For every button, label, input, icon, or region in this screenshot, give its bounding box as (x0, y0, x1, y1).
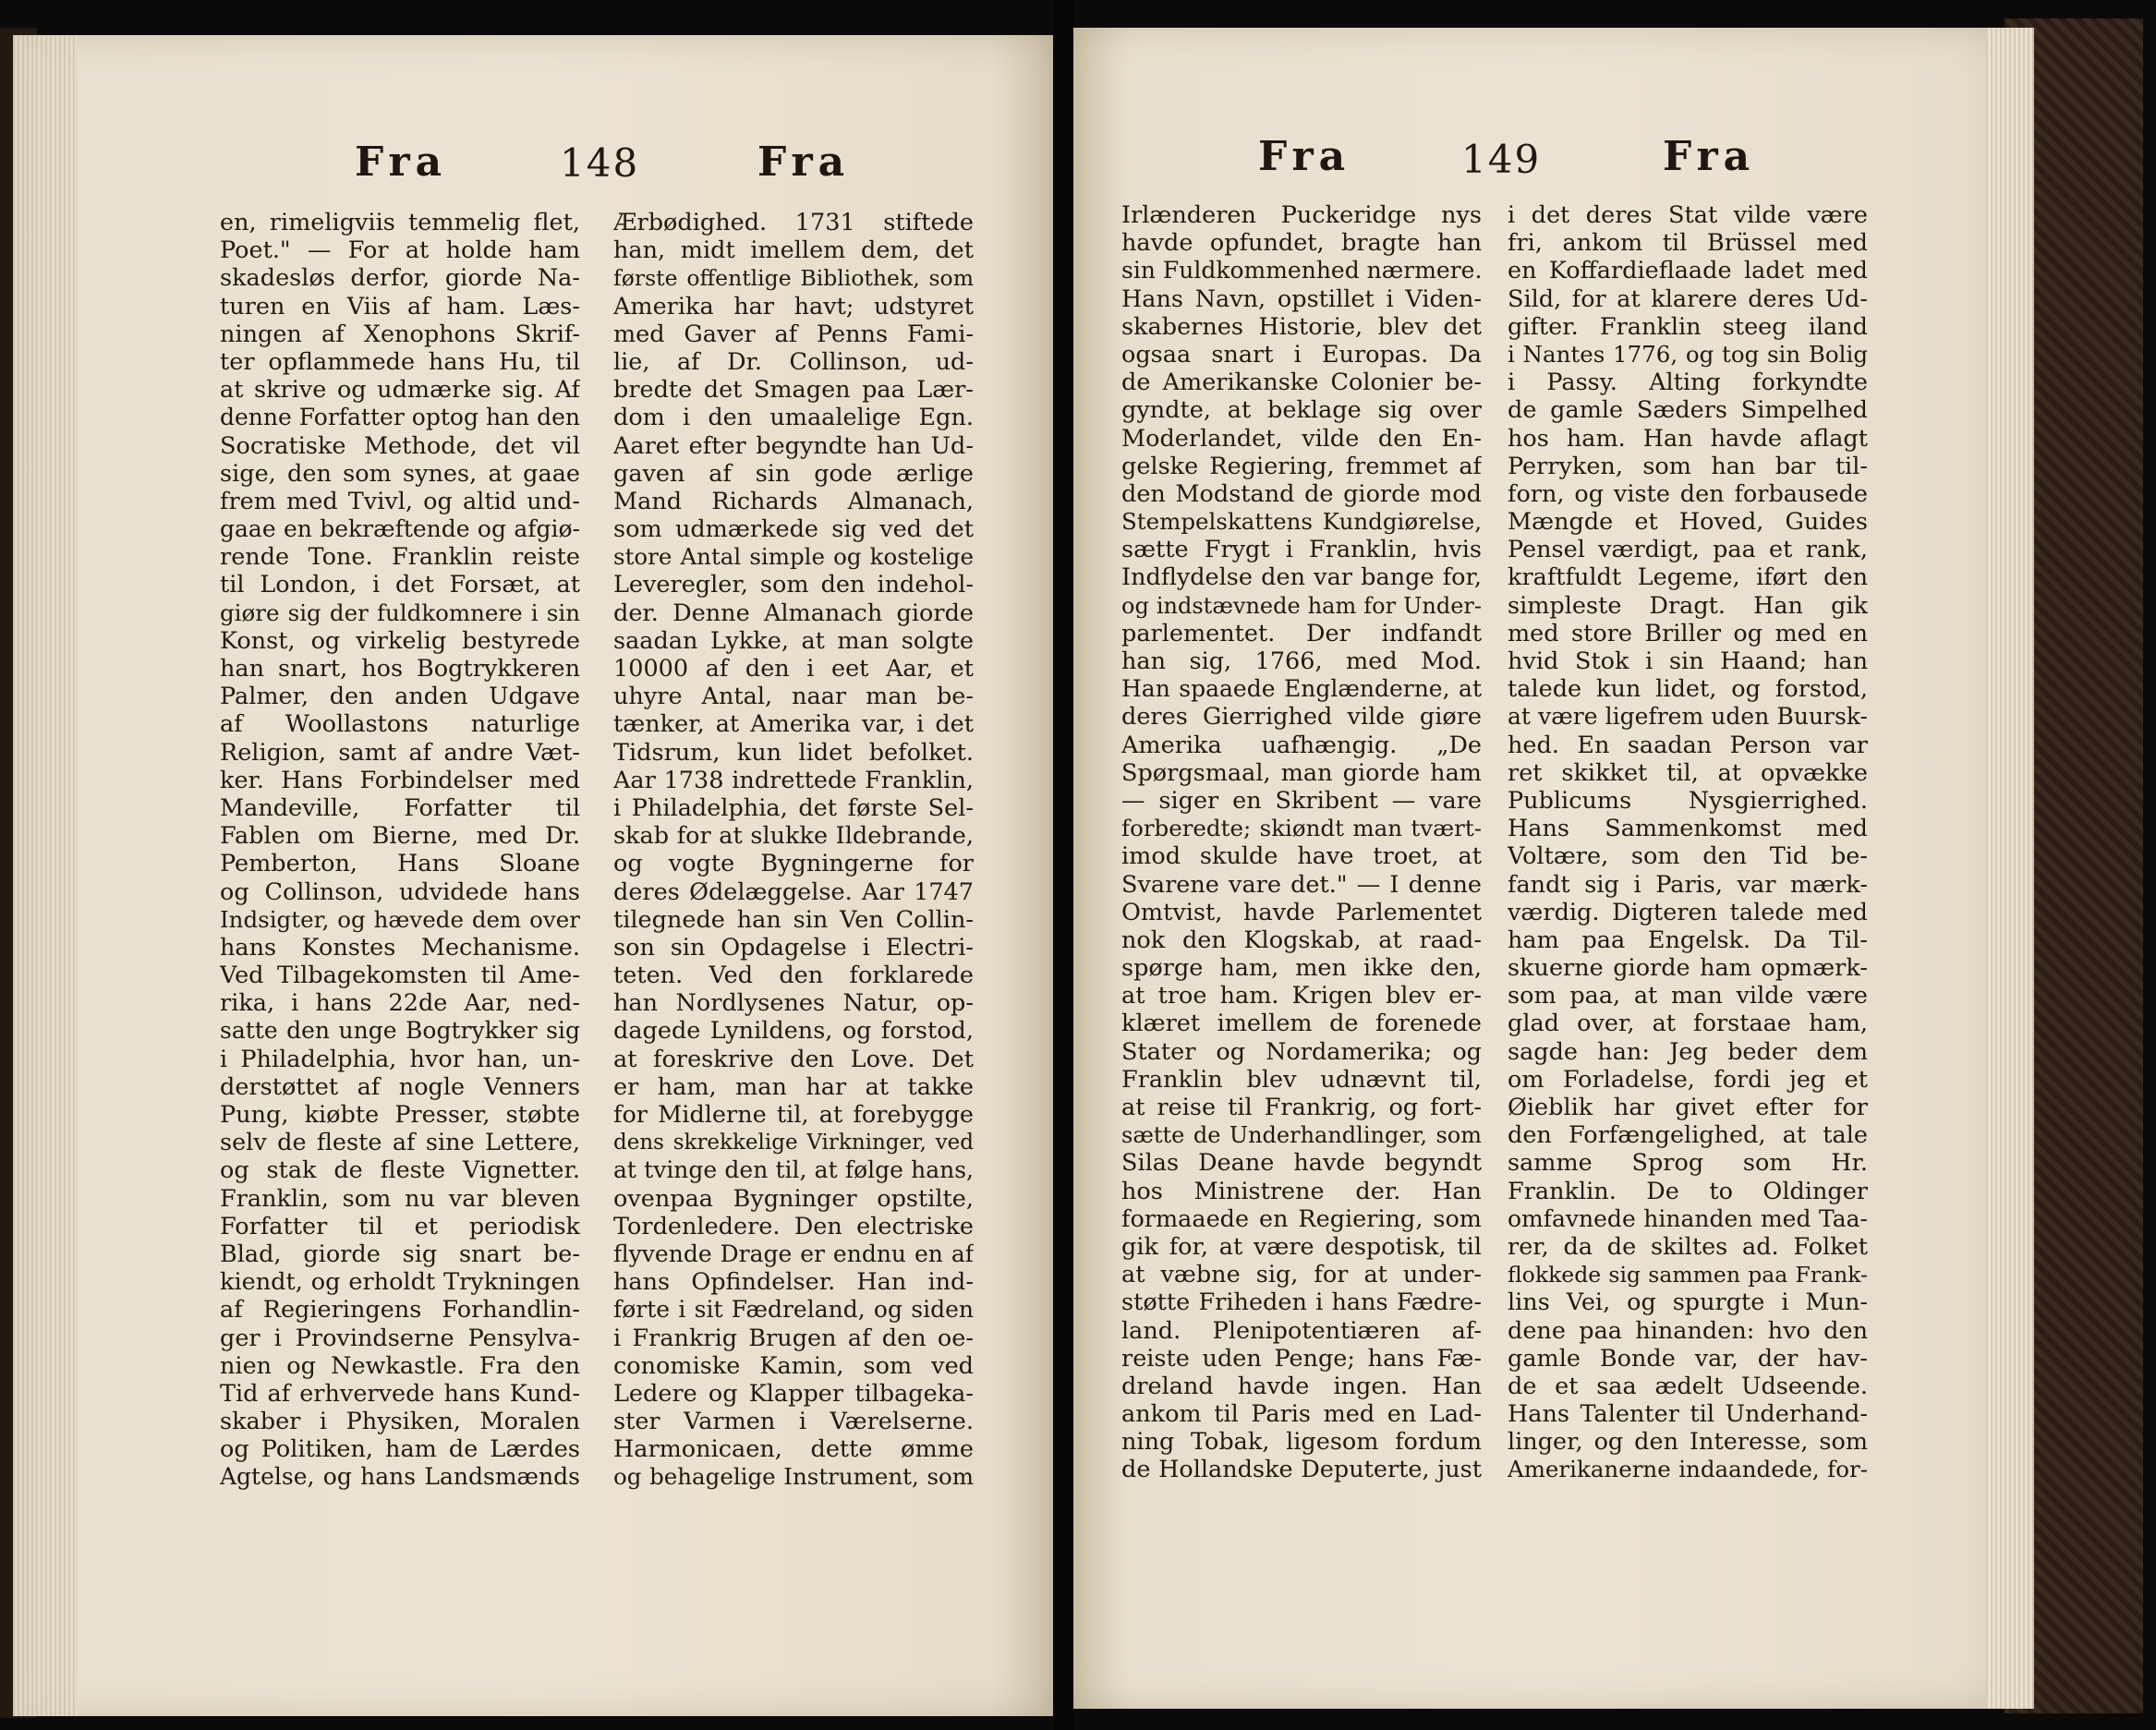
text-line: de et saa ædelt Udseende. (1508, 1372, 1868, 1400)
text-line: den Modstand de giorde mod (1121, 479, 1482, 508)
text-line: rer, da de skiltes ad. Folket (1508, 1232, 1868, 1261)
text-line: Harmonicaen, dette ømme (613, 1435, 974, 1464)
text-line: med Gaver af Penns Fami- (613, 320, 974, 348)
text-line: Socratiske Methode, det vil (220, 431, 580, 460)
text-line: værdig. Digteren talede med (1508, 898, 1868, 926)
text-line: skabernes Historie, blev det (1121, 312, 1482, 341)
text-line: sagde han: Jeg beder dem (1508, 1037, 1868, 1066)
text-line: Publicums Nysgierrighed. (1508, 786, 1868, 815)
text-line: gaae en bekræftende og afgiø- (220, 515, 580, 543)
text-line: samme Sprog som Hr. (1508, 1149, 1868, 1178)
text-line: Mængde et Hoved, Guides (1508, 508, 1868, 537)
text-line: Aaret efter begyndte han Ud- (613, 431, 974, 460)
text-line: sin Fuldkommenhed nærmere. (1121, 257, 1482, 284)
text-line: selv de fleste af sine Lettere, (220, 1129, 580, 1157)
text-line: uhyre Antal, naar man be- (613, 683, 974, 711)
text-line: rende Tone. Franklin reiste (220, 543, 580, 572)
text-line: linger, og den Interesse, som (1508, 1428, 1868, 1457)
text-line: Franklin. De to Oldinger (1508, 1177, 1868, 1205)
text-line: Voltære, som den Tid be- (1508, 842, 1868, 871)
text-line: Øieblik har givet efter for (1508, 1094, 1868, 1121)
text-line: nien og Newkastle. Fra den (220, 1351, 580, 1380)
text-line: hvid Stok i sin Haand; han (1508, 647, 1868, 675)
text-line: første offentlige Bibliothek, som (613, 265, 974, 292)
text-line: Blad, giorde sig snart be- (220, 1240, 580, 1268)
text-line: fri, ankom til Brüssel med (1508, 229, 1868, 258)
text-line: Forfatter til et periodisk (220, 1212, 580, 1240)
text-line: dreland havde ingen. Han (1121, 1372, 1482, 1400)
text-line: Franklin blev udnævnt til, (1121, 1065, 1482, 1094)
text-line: at foreskrive den Love. Det (613, 1045, 974, 1073)
text-line: hed. En saadan Person var (1508, 731, 1868, 759)
left-page-column-1 (220, 209, 580, 1492)
text-line: Palmer, den anden Udgave (220, 683, 580, 711)
text-line: denne Forfatter optog han den (220, 404, 580, 431)
text-line: tænker, at Amerika var, i det (613, 710, 974, 739)
text-line: Moderlandet, vilde den En- (1121, 424, 1482, 453)
text-line: og Politiken, ham de Lærdes (220, 1435, 580, 1464)
text-line: Svarene vare det." — I denne (1121, 870, 1482, 899)
text-line: og vogte Bygningerne for (613, 850, 974, 878)
text-line: Ved Tilbagekomsten til Ame- (220, 962, 580, 990)
text-line: imod skulde have troet, at (1121, 842, 1482, 871)
text-line: forn, og viste den forbausede (1508, 479, 1868, 508)
text-line: er ham, man har at takke (613, 1072, 974, 1101)
text-line: og behagelige Instrument, som (613, 1463, 974, 1491)
text-line: han Nordlysenes Natur, op- (613, 989, 974, 1018)
text-line: deres Ødelæggelse. Aar 1747 (613, 877, 974, 906)
text-line: Stater og Nordamerika; og (1121, 1037, 1482, 1066)
text-line: ankom til Paris med en Lad- (1121, 1400, 1482, 1429)
text-line: Irlænderen Puckeridge nys (1121, 201, 1482, 229)
text-line: skuerne giorde ham opmærk- (1508, 954, 1868, 983)
text-line: om Forladelse, fordi jeg et (1508, 1065, 1868, 1094)
text-line: son sin Opdagelse i Electri- (613, 933, 974, 962)
text-line: parlementet. Der indfandt (1121, 619, 1482, 647)
text-line: Ledere og Klapper tilbageka- (613, 1379, 974, 1408)
text-line: ovenpaa Bygninger opstilte, (613, 1184, 974, 1213)
text-line: og indstævnede ham for Under- (1121, 592, 1482, 619)
text-line: klæret imellem de forenede (1121, 1010, 1482, 1038)
text-line: Stempelskattens Kundgiørelse, (1121, 508, 1482, 536)
text-line: dene paa hinanden: hvo den (1508, 1316, 1868, 1345)
text-line: Tidsrum, kun lidet befolket. (613, 738, 974, 767)
text-line: han, midt imellem dem, det (613, 236, 974, 265)
text-line: satte den unge Bogtrykker sig (220, 1017, 580, 1045)
text-line: lins Vei, og spurgte i Mun- (1508, 1288, 1868, 1317)
text-line: at skrive og udmærke sig. Af (220, 376, 580, 405)
left-page-column-2 (613, 209, 974, 1492)
text-line: ster Varmen i Værelserne. (613, 1408, 974, 1436)
text-line: i Passy. Alting forkyndte (1508, 369, 1868, 397)
text-line: kiendt, og erholdt Trykningen (220, 1268, 580, 1297)
right-running-head-left: Fra (1258, 133, 1351, 180)
text-line: de Hollandske Deputerte, just (1121, 1456, 1482, 1484)
text-line: gyndte, at beklage sig over (1121, 396, 1482, 425)
text-line: han snart, hos Bogtrykkeren (220, 655, 580, 683)
text-line: førte i sit Fædreland, og siden (613, 1296, 974, 1324)
left-running-head-left: Fra (355, 139, 448, 186)
text-line: i det deres Stat vilde være (1508, 201, 1868, 229)
text-line: i Philadelphia, det første Sel- (613, 793, 974, 822)
text-line: Leveregler, som den indehol- (613, 571, 974, 599)
text-line: skadesløs derfor, giorde Na- (220, 264, 580, 293)
text-line: hos ham. Han havde aflagt (1508, 424, 1868, 453)
text-line: ogsaa snart i Europas. Da (1121, 340, 1482, 369)
text-line: forberedte; skiøndt man tvært- (1121, 815, 1482, 842)
text-line: kraftfuldt Legeme, iført den (1508, 563, 1868, 592)
left-page-number: 148 (560, 140, 640, 186)
text-line: ham paa Engelsk. Da Til- (1508, 925, 1868, 954)
text-line: giøre sig der fuldkomnere i sin (220, 599, 580, 626)
text-line: at troe ham. Krigen blev er- (1121, 982, 1482, 1010)
text-line: Spørgsmaal, man giorde ham (1121, 758, 1482, 787)
text-line: Hans Navn, opstillet i Viden- (1121, 284, 1482, 313)
text-line: tilegnede han sin Ven Collin- (613, 905, 974, 934)
text-line: der. Denne Almanach giorde (613, 599, 974, 627)
left-running-head-right: Fra (757, 139, 851, 186)
text-line: gelske Regiering, fremmet af (1121, 452, 1482, 480)
text-line: spørge ham, men ikke den, (1121, 954, 1482, 983)
text-line: hans Konstes Mechanisme. (220, 933, 580, 962)
text-line: i Nantes 1776, og tog sin Bolig (1508, 340, 1868, 368)
text-line: Sild, for at klarere deres Ud- (1508, 284, 1868, 313)
text-line: for Midlerne til, at forebygge (613, 1101, 974, 1129)
text-line: at tvinge den til, at følge hans, (613, 1156, 974, 1184)
text-line: bredte det Smagen paa Lær- (613, 376, 974, 405)
text-line: gamle Bonde var, der hav- (1508, 1344, 1868, 1373)
right-page-column-2 (1508, 201, 1868, 1484)
text-line: Amerika uafhængig. „De (1121, 731, 1482, 759)
text-line: land. Plenipotentiæren af- (1121, 1316, 1482, 1345)
text-line: Franklin, som nu var bleven (220, 1184, 580, 1213)
text-line: Omtvist, havde Parlementet (1121, 898, 1482, 926)
text-line: i Frankrig Brugen af den oe- (613, 1324, 974, 1352)
text-line: Agtelse, og hans Landsmænds (220, 1463, 580, 1491)
right-running-head-right: Fra (1663, 133, 1756, 180)
text-line: Amerikanerne indaandede, for- (1508, 1456, 1868, 1483)
text-line: en, rimeligviis temmelig flet, (220, 209, 580, 236)
text-line: ningen af Xenophons Skrif- (220, 320, 580, 348)
right-page-number: 149 (1461, 137, 1542, 182)
text-line: gaven af sin gode ærlige (613, 459, 974, 488)
text-line: derstøttet af nogle Venners (220, 1072, 580, 1101)
text-line: og stak de fleste Vignetter. (220, 1156, 580, 1185)
text-line: en Koffardieflaade ladet med (1508, 257, 1868, 285)
text-line: han sig, 1766, med Mod. (1121, 647, 1482, 675)
text-line: ter opflammede hans Hu, til (220, 347, 580, 376)
text-line: Amerika har havt; udstyret (613, 292, 974, 321)
text-line: Tordenledere. Den electriske (613, 1212, 974, 1240)
text-line: omfavnede hinanden med Taa- (1508, 1204, 1868, 1232)
text-line: Indflydelse den var bange for, (1121, 563, 1482, 592)
text-line: fandt sig i Paris, var mærk- (1508, 870, 1868, 899)
text-line: Indsigter, og hævede dem over (220, 905, 580, 933)
text-line: reiste uden Penge; hans Fæ- (1121, 1344, 1482, 1373)
text-line: frem med Tvivl, og altid und- (220, 487, 580, 515)
text-line: ker. Hans Forbindelser med (220, 766, 580, 794)
text-line: gik for, at være despotisk, til (1121, 1232, 1482, 1261)
text-line: rika, i hans 22de Aar, ned- (220, 989, 580, 1018)
text-line: at reise til Frankrig, og fort- (1121, 1094, 1482, 1121)
text-line: de Amerikanske Colonier be- (1121, 369, 1482, 397)
book-gutter (1055, 0, 1073, 1730)
text-line: Poet." — For at holde ham (220, 236, 580, 265)
text-line: hos Ministrene der. Han (1121, 1177, 1482, 1205)
text-line: Pensel værdigt, paa et rank, (1508, 536, 1868, 564)
text-line: som paa, at man vilde være (1508, 982, 1868, 1010)
text-line: i Philadelphia, hvor han, un- (220, 1045, 580, 1073)
left-page-edges (13, 35, 78, 1716)
text-line: flokkede sig sammen paa Frank- (1508, 1262, 1868, 1288)
text-line: talede kun lidet, og forstod, (1508, 675, 1868, 704)
text-line: — siger en Skribent — vare (1121, 786, 1482, 815)
text-line: Fablen om Bierne, med Dr. (220, 822, 580, 851)
text-line: Mand Richards Almanach, (613, 487, 974, 515)
text-line: glad over, at forstaae ham, (1508, 1010, 1868, 1038)
text-line: deres Gierrighed vilde giøre (1121, 703, 1482, 732)
text-line: sige, den som synes, at gaae (220, 459, 580, 488)
text-line: turen en Viis af ham. Læs- (220, 292, 580, 321)
text-line: den Forfængelighed, at tale (1508, 1121, 1868, 1150)
text-line: dagede Lynildens, og forstod, (613, 1017, 974, 1046)
text-line: Religion, samt af andre Væt- (220, 738, 580, 767)
text-line: havde opfundet, bragte han (1121, 229, 1482, 258)
text-line: og Collinson, udvidede hans (220, 877, 580, 906)
text-line: flyvende Drage er endnu en af (613, 1240, 974, 1267)
text-line: Konst, og virkelig bestyrede (220, 626, 580, 655)
text-line: saadan Lykke, at man solgte (613, 626, 974, 655)
text-line: sætte de Underhandlinger, som (1121, 1122, 1482, 1149)
text-line: lie, af Dr. Collinson, ud- (613, 347, 974, 376)
text-line: dom i den umaalelige Egn. (613, 404, 974, 432)
text-line: støtte Friheden i hans Fædre- (1121, 1288, 1482, 1317)
text-line: conomiske Kamin, som ved (613, 1351, 974, 1380)
text-line: som udmærkede sig ved det (613, 515, 974, 544)
text-line: af Woollastons naturlige (220, 710, 580, 739)
text-line: dens skrekkelige Virkninger, ved (613, 1131, 974, 1155)
text-line: store Antal simple og kostelige (613, 543, 974, 571)
text-line: skaber i Physiken, Moralen (220, 1408, 580, 1436)
text-line: nok den Klogskab, at raad- (1121, 925, 1482, 954)
text-line: hans Opfindelser. Han ind- (613, 1268, 974, 1297)
right-page-column-1 (1121, 201, 1482, 1484)
text-line: ning Tobak, ligesom fordum (1121, 1428, 1482, 1457)
text-line: simpleste Dragt. Han gik (1508, 591, 1868, 620)
text-line: til London, i det Forsæt, at (220, 571, 580, 599)
text-line: Mandeville, Forfatter til (220, 793, 580, 822)
text-line: Aar 1738 indrettede Franklin, (613, 766, 974, 794)
text-line: gifter. Franklin steeg iland (1508, 312, 1868, 341)
text-line: af Regieringens Forhandlin- (220, 1296, 580, 1325)
text-line: skab for at slukke Ildebrande, (613, 822, 974, 851)
text-line: teten. Ved den forklarede (613, 962, 974, 990)
text-line: ret skikket til, at opvække (1508, 758, 1868, 787)
text-line: Tid af erhvervede hans Kund- (220, 1379, 580, 1408)
text-line: Ærbødighed. 1731 stiftede (613, 209, 974, 236)
text-line: Pemberton, Hans Sloane (220, 850, 580, 878)
text-line: Hans Sammenkomst med (1508, 815, 1868, 843)
text-line: at være ligefrem uden Buursk- (1508, 703, 1868, 731)
text-line: de gamle Sæders Simpelhed (1508, 396, 1868, 425)
text-line: Perryken, som han bar til- (1508, 452, 1868, 480)
text-line: 10000 af den i eet Aar, et (613, 655, 974, 683)
text-line: Silas Deane havde begyndt (1121, 1149, 1482, 1178)
text-line: Han spaaede Englænderne, at (1121, 675, 1482, 703)
text-line: med store Briller og med en (1508, 619, 1868, 647)
text-line: ger i Provindserne Pensylva- (220, 1324, 580, 1352)
text-line: at væbne sig, for at under- (1121, 1261, 1482, 1289)
text-line: Hans Talenter til Underhand- (1508, 1400, 1868, 1429)
text-line: Pung, kiøbte Presser, støbte (220, 1101, 580, 1129)
text-line: sætte Frygt i Franklin, hvis (1121, 536, 1482, 564)
right-page-edges (1986, 28, 2032, 1709)
text-line: formaaede en Regiering, som (1121, 1204, 1482, 1233)
